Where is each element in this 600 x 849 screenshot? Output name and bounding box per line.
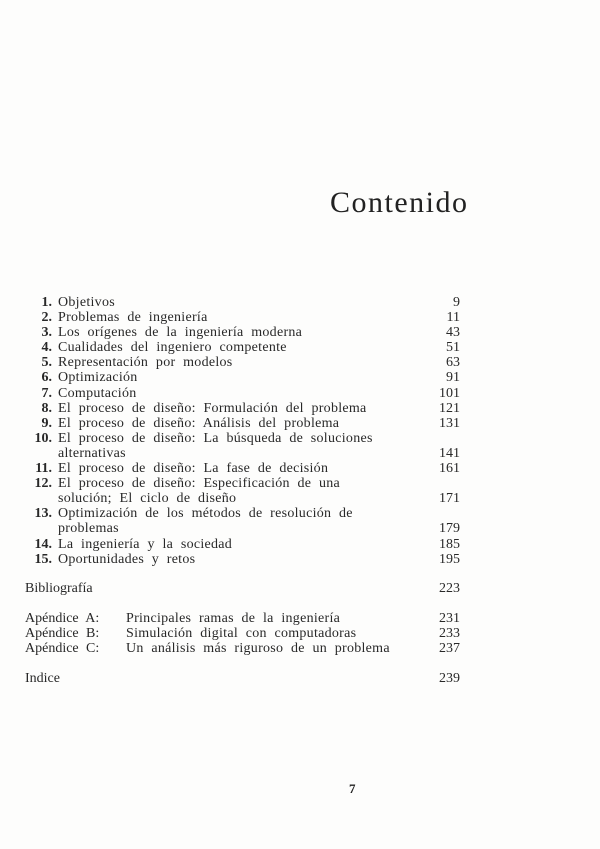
toc-entry-appendix xyxy=(25,641,460,656)
chapter-title-line: El proceso de diseño: Análisis del problema xyxy=(58,415,340,431)
chapter-number: 5. xyxy=(41,355,52,371)
toc-entry-index xyxy=(25,671,460,686)
toc-entry xyxy=(30,355,460,370)
chapter-page: 11 xyxy=(446,310,460,326)
toc-entry xyxy=(30,386,460,401)
chapter-title xyxy=(58,416,430,431)
chapter-title xyxy=(58,461,430,476)
appendix-page: 231 xyxy=(439,611,460,627)
chapter-title xyxy=(58,537,430,552)
toc-entry-appendix xyxy=(25,626,460,641)
chapter-number: 12. xyxy=(34,476,52,492)
toc-entry xyxy=(30,506,460,536)
chapter-title-line: Objetivos xyxy=(58,295,115,310)
toc-entry xyxy=(30,431,460,461)
toc-entry xyxy=(30,370,460,385)
chapter-page: 131 xyxy=(439,415,460,431)
chapter-title-line: problemas xyxy=(58,521,119,537)
toc-entry xyxy=(30,461,460,476)
appendix-label: Apéndice C: xyxy=(25,641,100,657)
bibliography-page: 223 xyxy=(439,581,460,596)
chapter-number: 8. xyxy=(41,400,52,416)
toc-entry xyxy=(30,401,460,416)
chapter-number: 14. xyxy=(34,536,52,552)
toc-entry xyxy=(30,295,460,310)
chapter-title-line: El proceso de diseño: La búsqueda de soluciones xyxy=(58,430,373,446)
chapter-title xyxy=(58,295,430,310)
toc-entry-appendix xyxy=(25,611,460,626)
toc-entry xyxy=(30,416,460,431)
index-label: Indice xyxy=(25,671,60,687)
chapter-page: 161 xyxy=(439,461,460,477)
toc-entry-bibliography xyxy=(25,581,460,596)
toc-back-matter xyxy=(25,581,460,686)
chapter-number: 3. xyxy=(41,325,52,341)
appendix-page: 233 xyxy=(439,626,460,642)
toc-entry xyxy=(30,476,460,506)
chapter-page: 179 xyxy=(439,521,460,537)
chapter-page: 195 xyxy=(439,551,460,567)
chapter-title xyxy=(58,386,430,401)
chapter-number: 15. xyxy=(34,551,52,567)
chapter-page: 121 xyxy=(439,400,460,416)
chapter-number: 10. xyxy=(34,430,52,446)
chapter-title xyxy=(58,506,430,536)
chapter-title xyxy=(58,325,430,340)
chapter-page: 185 xyxy=(439,536,460,552)
chapter-number: 13. xyxy=(34,506,52,522)
chapter-title-line: El proceso de diseño: Formulación del problema xyxy=(58,400,367,416)
chapter-number: 1. xyxy=(41,295,52,310)
chapter-page: 91 xyxy=(446,370,460,386)
chapter-title xyxy=(58,401,430,416)
chapter-page: 101 xyxy=(439,385,460,401)
chapter-title xyxy=(58,355,430,370)
toc-chapter-list xyxy=(30,295,460,567)
toc-entry xyxy=(30,552,460,567)
chapter-title-line: Cualidades del ingeniero competente xyxy=(58,340,287,356)
chapter-title-line: El proceso de diseño: La fase de decisión xyxy=(58,461,329,477)
toc-entry xyxy=(30,340,460,355)
appendix-label: Apéndice A: xyxy=(25,611,100,627)
chapter-title-line: La ingeniería y la sociedad xyxy=(58,536,233,552)
chapter-title-line: Computación xyxy=(58,385,137,401)
chapter-title xyxy=(58,370,430,385)
toc-entry xyxy=(30,325,460,340)
chapter-number: 9. xyxy=(41,415,52,431)
index-page: 239 xyxy=(439,671,460,687)
appendix-title: Principales ramas de la ingeniería xyxy=(126,611,341,627)
toc-entry xyxy=(30,537,460,552)
chapter-title xyxy=(58,476,430,506)
chapter-page: 51 xyxy=(446,340,460,356)
chapter-title-line: Representación por modelos xyxy=(58,355,233,371)
chapter-title-line: El proceso de diseño: Especificación de una xyxy=(58,476,341,492)
chapter-title-line: alternativas xyxy=(58,445,126,461)
chapter-title-line: Problemas de ingeniería xyxy=(58,310,208,326)
bibliography-label: Bibliografía xyxy=(25,581,93,596)
chapter-title xyxy=(58,310,430,325)
appendix-label: Apéndice B: xyxy=(25,626,100,642)
page-title: Contenido xyxy=(330,186,469,219)
chapter-title xyxy=(58,552,430,567)
chapter-number: 11. xyxy=(35,461,52,477)
chapter-title-line: Los orígenes de la ingeniería moderna xyxy=(58,325,303,341)
chapter-page: 63 xyxy=(446,355,460,371)
chapter-page: 9 xyxy=(453,295,460,310)
chapter-title xyxy=(58,340,430,355)
toc-entry xyxy=(30,310,460,325)
chapter-page: 43 xyxy=(446,325,460,341)
appendix-page: 237 xyxy=(439,641,460,657)
chapter-number: 6. xyxy=(41,370,52,386)
chapter-page: 141 xyxy=(439,445,460,461)
chapter-title-line: Optimización xyxy=(58,370,138,386)
chapter-title xyxy=(58,431,430,461)
page-number: 7 xyxy=(349,781,356,796)
chapter-title-line: Optimización de los métodos de resolución de xyxy=(58,506,353,522)
chapter-page: 171 xyxy=(439,491,460,507)
chapter-number: 7. xyxy=(41,385,52,401)
chapter-title-line: Oportunidades y retos xyxy=(58,551,196,567)
chapter-number: 4. xyxy=(41,340,52,356)
appendix-title: Un análisis más riguroso de un problema xyxy=(126,641,390,657)
toc-appendix-list xyxy=(25,611,460,656)
chapter-number: 2. xyxy=(41,310,52,326)
chapter-title-line: solución; El ciclo de diseño xyxy=(58,491,237,507)
appendix-title: Simulación digital con computadoras xyxy=(126,626,357,642)
